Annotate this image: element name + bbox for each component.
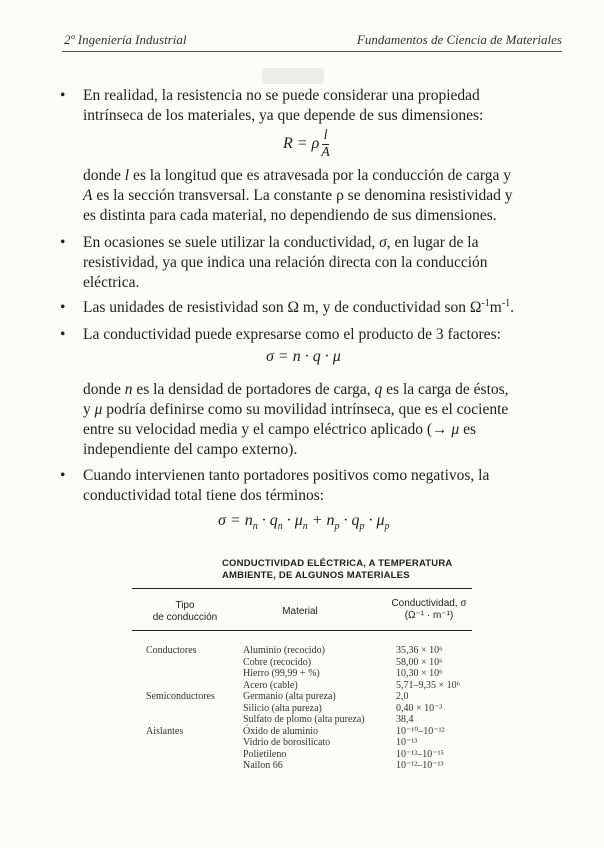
cell-value: 2,0 [396,691,409,702]
bullet-marker: • [60,326,66,343]
resistance-formula [283,128,330,161]
table-header-rule [132,630,472,631]
conductivity-formula: σ = n · q · μ [266,348,341,365]
bullet-marker: • [60,87,66,104]
column-header-type: Tipo de conducción [152,600,218,623]
bullet-2-line-2: resistividad, ya que indica una relación directa con la conducción [83,254,488,271]
bullet-4-desc-2: y μ podría definirse como su movilidad intrínseca, que es el cociente [83,401,509,418]
cell-material: Aluminio (recocido) [243,645,325,656]
header-right: Fundamentos de Ciencia de Materiales [356,32,562,47]
bullet-marker: • [60,234,66,251]
cell-value: 10⁻¹³–10⁻¹⁵ [396,748,445,760]
cell-value: 10⁻¹⁰–10⁻¹² [396,725,445,737]
bullet-1-line-2: intrínseca de los materiales, ya que depende de sus dimensiones: [83,107,484,124]
formula-fraction [321,128,330,161]
cell-value: 38,4 [396,714,414,725]
fraction-numerator: l [323,128,328,143]
cell-material: Silicio (alta pureza) [243,702,322,714]
cell-material: Germanio (alta pureza) [243,691,336,702]
cell-material: Óxido de aluminio [243,725,318,737]
cell-material: Vidrio de borosilicato [243,737,331,748]
cell-type: Semiconductores [146,691,215,702]
cell-value: 10,30 × 10⁶ [396,668,443,679]
bullet-5-line-1: Cuando intervienen tanto portadores positivos como negativos, la [83,467,490,484]
cell-material: Polietileno [243,748,287,760]
bullet-marker: • [60,299,66,316]
table-title-line-2: AMBIENTE, DE ALGUNOS MATERIALES [222,570,410,581]
cell-material: Acero (cable) [243,679,298,691]
bullet-4-desc-1: donde n es la densidad de portadores de carga, q es la carga de éstos, [83,381,509,398]
table-title-line-1: CONDUCTIVIDAD ELÉCTRICA, A TEMPERATURA [222,558,453,569]
bullet-2-line-1: En ocasiones se suele utilizar la conductividad, σ, en lugar de la [83,234,479,251]
column-header-material: Material [282,606,318,617]
cell-value: 10⁻¹³ [396,737,418,748]
bullet-1-desc-3: es distinta para cada material, no dependiendo de sus dimensiones. [83,207,497,224]
header-left: 2º Ingeniería Industrial [64,32,187,47]
table-top-rule [132,588,472,589]
bullet-4-desc-4: independiente del campo externo). [83,441,298,458]
bullet-4-desc-3: entre su velocidad media y el campo eléctrico aplicado (→ μ es [83,421,476,438]
cell-material: Hierro (99,99 + %) [243,668,320,679]
cell-value: 35,36 × 10⁶ [396,645,443,656]
column-header-conductivity: Conductividad, σ (Ω⁻¹ · m⁻¹) [391,598,467,621]
bullet-1-desc-2: A es la sección transversal. La constante ρ se denomina resistividad y [83,187,513,204]
cell-material: Nailon 66 [243,760,283,771]
cell-value: 0,40 × 10⁻³ [396,702,443,714]
bullet-1-desc-1: donde l es la longitud que es atravesada por la conducción de carga y [83,167,511,184]
cell-value: 58,00 × 10⁶ [396,656,443,668]
bullet-2-line-3: eléctrica. [83,274,140,291]
bullet-marker: • [60,467,66,484]
cell-material: Cobre (recocido) [243,656,312,668]
bullet-1-line-1: En realidad, la resistencia no se puede considerar una propiedad [83,87,480,104]
cell-value: 10⁻¹²–10⁻¹³ [396,760,444,771]
cell-type: Aislantes [146,725,184,737]
fraction-denominator: A [321,145,330,160]
cell-type: Conductores [146,645,197,656]
cell-material: Sulfato de plomo (alta pureza) [243,714,365,725]
scan-smudge [262,68,324,84]
total-conductivity-formula: $\sigma = n_n \cdot q_n \cdot \mu_n + n_p \cdot q_p \cdot \mu_p$ [218,512,390,533]
cell-value: 5,71–9,35 × 10⁶ [396,679,461,691]
formula-lhs: R = ρ [283,135,320,153]
bullet-4-line-1: La conductividad puede expresarse como el producto de 3 factores: [83,326,501,343]
bullet-3-line-1: Las unidades de resistividad son Ω m, y de conductividad son $\Omega^{-1}m^{-1}$. [83,297,515,316]
header-rule [62,51,562,52]
bullet-5-line-2: conductividad total tiene dos términos: [83,487,325,504]
